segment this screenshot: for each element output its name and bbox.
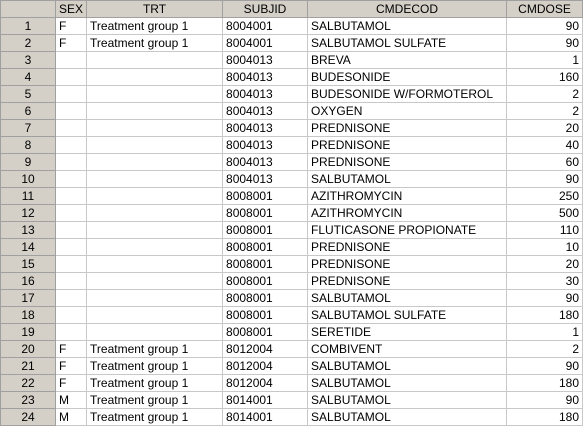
cell-trt[interactable] — [87, 222, 223, 239]
cell-subjid[interactable]: 8012004 — [223, 358, 308, 375]
cell-cmdecod[interactable]: AZITHROMYCIN — [308, 188, 507, 205]
cell-cmdecod[interactable]: BREVA — [308, 52, 507, 69]
table-row[interactable] — [1, 307, 583, 324]
column-header-trt[interactable]: TRT — [87, 1, 223, 18]
cell-trt[interactable] — [87, 103, 223, 120]
cell-trt[interactable] — [87, 324, 223, 341]
cell-trt[interactable]: Treatment group 1 — [87, 358, 223, 375]
cell-subjid[interactable]: 8008001 — [223, 205, 308, 222]
row-number[interactable]: 24 — [1, 409, 56, 426]
cell-subjid[interactable]: 8012004 — [223, 375, 308, 392]
cell-cmdecod[interactable]: SALBUTAMOL SULFATE — [308, 307, 507, 324]
row-number[interactable]: 7 — [1, 120, 56, 137]
row-number[interactable]: 21 — [1, 358, 56, 375]
cell-cmdecod[interactable]: COMBIVENT — [308, 341, 507, 358]
cell-cmdose[interactable]: 20 — [507, 256, 583, 273]
table-row[interactable] — [1, 273, 583, 290]
row-number[interactable]: 22 — [1, 375, 56, 392]
cell-subjid[interactable]: 8004013 — [223, 154, 308, 171]
cell-cmdecod[interactable]: PREDNISONE — [308, 256, 507, 273]
cell-cmdecod[interactable]: SALBUTAMOL — [308, 409, 507, 426]
cell-sex[interactable] — [56, 273, 87, 290]
cell-cmdose[interactable]: 30 — [507, 273, 583, 290]
cell-sex[interactable]: F — [56, 35, 87, 52]
cell-trt[interactable] — [87, 86, 223, 103]
header-row — [1, 1, 583, 18]
cell-cmdose[interactable]: 90 — [507, 18, 583, 35]
cell-cmdecod[interactable]: SALBUTAMOL — [308, 290, 507, 307]
cell-cmdecod[interactable]: OXYGEN — [308, 103, 507, 120]
cell-cmdecod[interactable]: FLUTICASONE PROPIONATE — [308, 222, 507, 239]
cell-cmdose[interactable]: 250 — [507, 188, 583, 205]
table-row[interactable] — [1, 154, 583, 171]
row-number[interactable]: 19 — [1, 324, 56, 341]
cell-subjid[interactable]: 8008001 — [223, 324, 308, 341]
cell-cmdose[interactable]: 1 — [507, 52, 583, 69]
column-header-subjid[interactable]: SUBJID — [223, 1, 308, 18]
cell-trt[interactable] — [87, 154, 223, 171]
cell-subjid[interactable]: 8008001 — [223, 222, 308, 239]
cell-cmdose[interactable]: 180 — [507, 409, 583, 426]
cell-cmdose[interactable]: 160 — [507, 69, 583, 86]
row-number[interactable]: 17 — [1, 290, 56, 307]
table-row[interactable] — [1, 290, 583, 307]
row-number[interactable]: 1 — [1, 18, 56, 35]
cell-trt[interactable]: Treatment group 1 — [87, 18, 223, 35]
cell-cmdecod[interactable]: SALBUTAMOL — [308, 392, 507, 409]
cell-subjid[interactable]: 8004013 — [223, 120, 308, 137]
table-row[interactable] — [1, 205, 583, 222]
cell-cmdose[interactable]: 2 — [507, 103, 583, 120]
cell-sex[interactable] — [56, 154, 87, 171]
cell-trt[interactable]: Treatment group 1 — [87, 375, 223, 392]
cell-subjid[interactable]: 8012004 — [223, 341, 308, 358]
cell-cmdose[interactable]: 90 — [507, 290, 583, 307]
cell-subjid[interactable]: 8004001 — [223, 18, 308, 35]
cell-trt[interactable] — [87, 120, 223, 137]
cell-trt[interactable] — [87, 171, 223, 188]
table-row[interactable] — [1, 103, 583, 120]
row-number[interactable]: 15 — [1, 256, 56, 273]
cell-subjid[interactable]: 8004013 — [223, 52, 308, 69]
table-row[interactable] — [1, 18, 583, 35]
table-row[interactable] — [1, 341, 583, 358]
cell-cmdose[interactable]: 20 — [507, 120, 583, 137]
cell-sex[interactable] — [56, 103, 87, 120]
row-number[interactable]: 20 — [1, 341, 56, 358]
cell-cmdecod[interactable]: BUDESONIDE — [308, 69, 507, 86]
cell-subjid[interactable]: 8004013 — [223, 171, 308, 188]
row-number[interactable]: 3 — [1, 52, 56, 69]
cell-cmdose[interactable]: 2 — [507, 341, 583, 358]
cell-cmdose[interactable]: 1 — [507, 324, 583, 341]
cell-trt[interactable] — [87, 137, 223, 154]
table-row[interactable] — [1, 69, 583, 86]
cell-sex[interactable] — [56, 324, 87, 341]
table-row[interactable] — [1, 222, 583, 239]
cell-subjid[interactable]: 8008001 — [223, 273, 308, 290]
row-number[interactable]: 11 — [1, 188, 56, 205]
cell-cmdose[interactable]: 40 — [507, 137, 583, 154]
cell-subjid[interactable]: 8008001 — [223, 307, 308, 324]
cell-cmdecod[interactable]: BUDESONIDE W/FORMOTEROL — [308, 86, 507, 103]
cell-cmdecod[interactable]: PREDNISONE — [308, 239, 507, 256]
cell-sex[interactable] — [56, 307, 87, 324]
cell-cmdose[interactable]: 90 — [507, 392, 583, 409]
row-number[interactable]: 5 — [1, 86, 56, 103]
cell-cmdecod[interactable]: PREDNISONE — [308, 154, 507, 171]
cell-sex[interactable] — [56, 188, 87, 205]
column-header-sex[interactable]: SEX — [56, 1, 87, 18]
row-number[interactable]: 14 — [1, 239, 56, 256]
cell-cmdecod[interactable]: SALBUTAMOL — [308, 171, 507, 188]
table-row[interactable] — [1, 188, 583, 205]
cell-sex[interactable] — [56, 86, 87, 103]
table-row[interactable] — [1, 86, 583, 103]
cell-cmdose[interactable]: 2 — [507, 86, 583, 103]
cell-cmdose[interactable]: 10 — [507, 239, 583, 256]
cell-cmdose[interactable]: 60 — [507, 154, 583, 171]
cell-trt[interactable]: Treatment group 1 — [87, 392, 223, 409]
cell-trt[interactable]: Treatment group 1 — [87, 35, 223, 52]
cell-cmdecod[interactable]: SERETIDE — [308, 324, 507, 341]
cell-cmdecod[interactable]: PREDNISONE — [308, 137, 507, 154]
table-row[interactable] — [1, 409, 583, 426]
row-number[interactable]: 16 — [1, 273, 56, 290]
cell-cmdecod[interactable]: SALBUTAMOL — [308, 358, 507, 375]
table-row[interactable] — [1, 256, 583, 273]
cell-subjid[interactable]: 8004013 — [223, 69, 308, 86]
table-row[interactable] — [1, 35, 583, 52]
cell-trt[interactable] — [87, 273, 223, 290]
cell-trt[interactable] — [87, 188, 223, 205]
cell-cmdose[interactable]: 180 — [507, 307, 583, 324]
row-number[interactable]: 4 — [1, 69, 56, 86]
cell-trt[interactable] — [87, 69, 223, 86]
cell-sex[interactable]: M — [56, 409, 87, 426]
cell-cmdecod[interactable]: SALBUTAMOL SULFATE — [308, 35, 507, 52]
table-row[interactable] — [1, 239, 583, 256]
cell-sex[interactable] — [56, 52, 87, 69]
cell-cmdecod[interactable]: PREDNISONE — [308, 273, 507, 290]
cell-sex[interactable] — [56, 120, 87, 137]
row-number[interactable]: 9 — [1, 154, 56, 171]
table-row[interactable] — [1, 324, 583, 341]
table-row[interactable] — [1, 375, 583, 392]
cell-cmdose[interactable]: 90 — [507, 358, 583, 375]
column-header-cmdose[interactable]: CMDOSE — [507, 1, 583, 18]
cell-trt[interactable] — [87, 205, 223, 222]
cell-trt[interactable] — [87, 290, 223, 307]
grid-body — [1, 18, 583, 426]
cell-subjid[interactable]: 8008001 — [223, 188, 308, 205]
cell-cmdose[interactable]: 500 — [507, 205, 583, 222]
table-row[interactable] — [1, 120, 583, 137]
cell-sex[interactable] — [56, 290, 87, 307]
cell-subjid[interactable]: 8004001 — [223, 35, 308, 52]
cell-sex[interactable]: F — [56, 375, 87, 392]
table-row[interactable] — [1, 137, 583, 154]
cell-sex[interactable] — [56, 69, 87, 86]
cell-sex[interactable]: F — [56, 341, 87, 358]
cell-trt[interactable] — [87, 52, 223, 69]
cell-cmdose[interactable]: 110 — [507, 222, 583, 239]
cell-trt[interactable] — [87, 307, 223, 324]
cell-subjid[interactable]: 8008001 — [223, 290, 308, 307]
column-header-cmdecod[interactable]: CMDECOD — [308, 1, 507, 18]
corner-cell[interactable] — [1, 1, 56, 18]
table-row[interactable] — [1, 52, 583, 69]
cell-trt[interactable] — [87, 256, 223, 273]
cell-cmdecod[interactable]: PREDNISONE — [308, 120, 507, 137]
cell-sex[interactable] — [56, 222, 87, 239]
cell-cmdecod[interactable]: AZITHROMYCIN — [308, 205, 507, 222]
cell-trt[interactable]: Treatment group 1 — [87, 409, 223, 426]
cell-sex[interactable] — [56, 171, 87, 188]
cell-cmdose[interactable]: 180 — [507, 375, 583, 392]
row-number[interactable]: 6 — [1, 103, 56, 120]
cell-subjid[interactable]: 8014001 — [223, 409, 308, 426]
cell-sex[interactable]: M — [56, 392, 87, 409]
row-number[interactable]: 23 — [1, 392, 56, 409]
cell-subjid[interactable]: 8014001 — [223, 392, 308, 409]
cell-sex[interactable] — [56, 239, 87, 256]
row-number[interactable]: 10 — [1, 171, 56, 188]
cell-sex[interactable] — [56, 256, 87, 273]
cell-cmdose[interactable]: 90 — [507, 171, 583, 188]
row-number[interactable]: 13 — [1, 222, 56, 239]
cell-subjid[interactable]: 8004013 — [223, 86, 308, 103]
cell-cmdose[interactable]: 90 — [507, 35, 583, 52]
row-number[interactable]: 8 — [1, 137, 56, 154]
cell-subjid[interactable]: 8008001 — [223, 256, 308, 273]
cell-sex[interactable] — [56, 205, 87, 222]
row-number[interactable]: 12 — [1, 205, 56, 222]
cell-subjid[interactable]: 8004013 — [223, 103, 308, 120]
table-row[interactable] — [1, 358, 583, 375]
cell-cmdecod[interactable]: SALBUTAMOL — [308, 18, 507, 35]
cell-sex[interactable]: F — [56, 358, 87, 375]
cell-trt[interactable]: Treatment group 1 — [87, 341, 223, 358]
cell-trt[interactable] — [87, 239, 223, 256]
cell-cmdecod[interactable]: SALBUTAMOL — [308, 375, 507, 392]
cell-sex[interactable]: F — [56, 18, 87, 35]
row-number[interactable]: 18 — [1, 307, 56, 324]
table-row[interactable] — [1, 171, 583, 188]
cell-subjid[interactable]: 8004013 — [223, 137, 308, 154]
row-number[interactable]: 2 — [1, 35, 56, 52]
cell-subjid[interactable]: 8008001 — [223, 239, 308, 256]
table-row[interactable] — [1, 392, 583, 409]
cell-sex[interactable] — [56, 137, 87, 154]
